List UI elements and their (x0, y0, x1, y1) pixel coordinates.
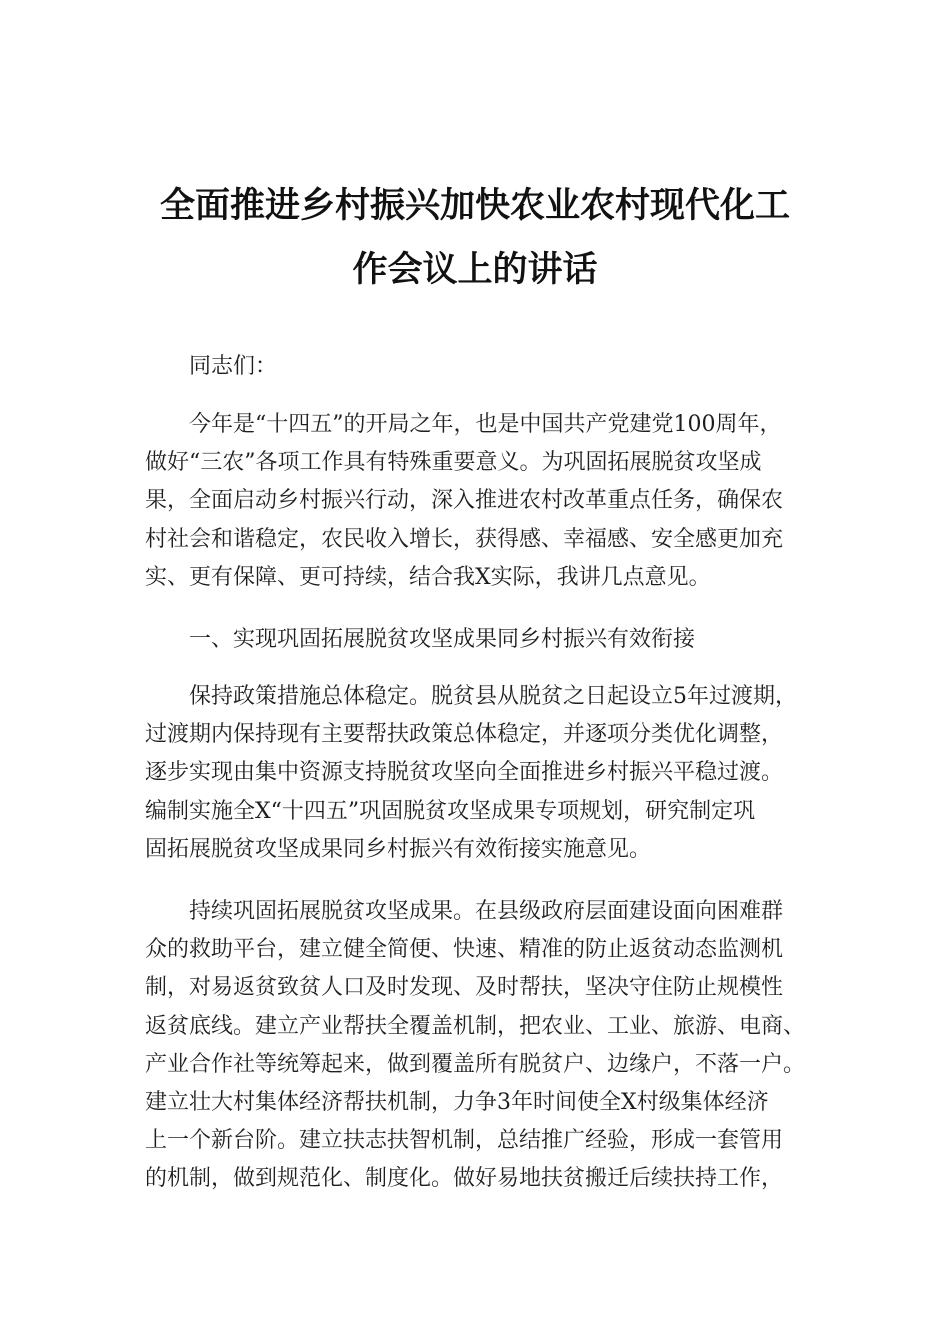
paragraph-line: 建立壮大村集体经济帮扶机制，力争3年时间使全X村级集体经济 (145, 1089, 769, 1115)
paragraph-line: 做好“三农”各项工作具有特殊重要意义。为巩固拓展脱贫攻坚成 (145, 450, 762, 476)
paragraph-line: 制，对易返贫致贫人口及时发现、及时帮扶，坚决守住防止规模性 (145, 975, 784, 1001)
paragraph-line: 今年是“十四五”的开局之年，也是中国共产党建党100周年， (189, 412, 782, 437)
paragraph-line: 过渡期内保持现有主要帮扶政策总体稳定，并逐项分类优化调整， (145, 722, 784, 748)
paragraph-line: 产业合作社等统筹起来，做到覆盖所有脱贫户、边缘户，不落一户。 (145, 1051, 806, 1077)
paragraph-line: 的机制，做到规范化、制度化。做好易地扶贫搬迁后续扶持工作， (145, 1166, 784, 1192)
paragraph-line: 逐步实现由集中资源支持脱贫攻坚向全面推进乡村振兴平稳过渡。 (145, 760, 784, 786)
paragraph-line: 实、更有保障、更可持续，结合我X实际，我讲几点意见。 (145, 564, 711, 590)
greeting: 同志们： (189, 354, 278, 379)
paragraph-line: 持续巩固拓展脱贫攻坚成果。在县级政府层面建设面向困难群 (189, 899, 784, 924)
paragraph-line: 众的救助平台，建立健全简便、快速、精准的防止返贫动态监测机 (145, 937, 784, 963)
document-title-line-2: 作会议上的讲话 (352, 250, 598, 290)
paragraph-line: 村社会和谐稳定，农民收入增长，获得感、幸福感、安全感更加充 (145, 526, 784, 552)
paragraph-line: 编制实施全X“十四五”巩固脱贫攻坚成果专项规划，研究制定巩 (145, 798, 756, 824)
paragraph-1 (145, 406, 825, 597)
paragraph-3 (145, 893, 825, 1199)
paragraph-line: 固拓展脱贫攻坚成果同乡村振兴有效衔接实施意见。 (145, 836, 652, 862)
paragraph-line: 上一个新台阶。建立扶志扶智机制，总结推广经验，形成一套管用 (145, 1128, 784, 1154)
paragraph-line: 返贫底线。建立产业帮扶全覆盖机制，把农业、工业、旅游、电商、 (145, 1013, 806, 1039)
paragraph-2 (145, 678, 825, 869)
paragraph-line: 果，全面启动乡村振兴行动，深入推进农村改革重点任务，确保农 (145, 488, 784, 514)
section-heading-1: 一、实现巩固拓展脱贫攻坚成果同乡村振兴有效衔接 (189, 627, 696, 652)
document-title-line-1: 全面推进乡村振兴加快农业农村现代化工 (159, 186, 790, 226)
paragraph-line: 保持政策措施总体稳定。脱贫县从脱贫之日起设立5年过渡期， (189, 684, 797, 709)
